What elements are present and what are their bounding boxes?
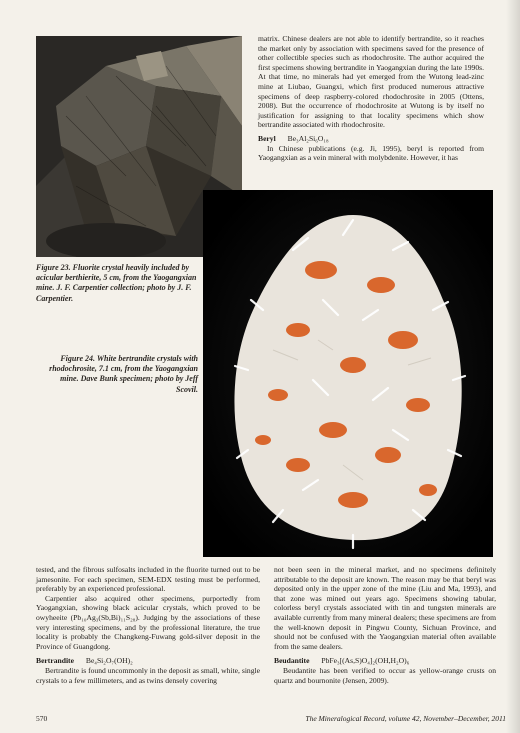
bertrandite-specimen-illustration bbox=[203, 190, 493, 557]
paragraph-owyheeite: Carpentier also acquired other specimens, purportedly from Yaogangxian, showing black acicular crystals, which proved to be owyheeite (Pb₁₀Ag₃(Sb,Bi)₁₁S₂₈). Judging by the associations of these very interesting specimens, and by the professional literature, the true locality is probably the Changkeng-Fuwang gold-silver deposit in the Province of Guangdong. bbox=[36, 593, 260, 651]
bottom-right-column bbox=[274, 565, 496, 685]
bertrandite-heading-line bbox=[36, 656, 260, 666]
beudantite-heading: Beudantite bbox=[274, 656, 310, 666]
figure-23-label: Figure 23. bbox=[36, 263, 71, 272]
figure-23-text: Fluorite crystal heavily included by acicular berthierite, 5 cm, from the Yaogangxian mine. J. F. Carpentier collection; photo by J. F. Carpentier. bbox=[36, 263, 197, 303]
bertrandite-heading: Bertrandite bbox=[36, 656, 74, 666]
beryl-formula: Be₃Al₂Si₆O₁₈ bbox=[287, 133, 329, 143]
paragraph-beryl-intro: In Chinese publications (e.g. Ji, 1995), beryl is reported from Yaogangxian as a vein mineral with molybdenite. However, it has bbox=[258, 143, 484, 163]
paragraph-bertrandite-market: matrix. Chinese dealers are not able to identify bertrandite, so it reaches the market only by association with specimens saved for the presence of other collectible species such as rhodochrosite. The author acquired the first specimens showing bertrandite in Yaogangxian during the late 1990s. At that time, no minerals had yet emerged from the Wutong lead-zinc mine at Liubao, Guangxi, which first produced numerous attractive specimens of deep raspberry-colored rhodochrosite in 2005 (Ottens, 2008). But the occurrence of rhodochrosite at Wutong is by itself no justification for assigning to that locality specimens which show bertrandite associated with rhodochrosite. bbox=[258, 34, 484, 130]
bertrandite-formula: Be₄Si₂O₇(OH)₂ bbox=[85, 656, 133, 666]
figure-23-caption bbox=[36, 263, 206, 304]
paragraph-jamesonite: tested, and the fibrous sulfosalts included in the fluorite turned out to be jamesonite. For each specimen, SEM-EDX testing must be performed, preferably by an experienced professional. bbox=[36, 565, 260, 594]
figure-24-text: White bertrandite crystals with rhodochrosite, 7.1 cm, from the Yaogangxian mine. Dave Bunk specimen; photo by Jeff Scovil. bbox=[49, 354, 198, 394]
paragraph-beryl-market: not been seen in the mineral market, and no specimens definitely attributable to the deposit are known. The reason may be that beryl was deposited only in the upper zone of the mine (Liu and Ma, 1993), and that zone was mined out years ago. Specimens showing tabular, colorless beryl crystals associated with tin and tungsten minerals are available currently from many mineral dealers; these specimens are from the well-known deposit in Pingwu County, Sichuan Province, and should not be confused with the Yaogangxian material often available from the same dealers. bbox=[274, 565, 496, 651]
page-number: 570 bbox=[36, 714, 48, 723]
beudantite-heading-line bbox=[274, 656, 496, 666]
bottom-left-column bbox=[36, 565, 260, 685]
paragraph-bertrandite: Bertrandite is found uncommonly in the deposit as small, white, single crystals to a few millimeters, and as twins densely covering bbox=[36, 665, 260, 685]
bertrandite-specimen-photo bbox=[203, 190, 493, 557]
beudantite-formula: PbFe₃[(As,S)O₄]₂(OH,H₂O)₆ bbox=[321, 656, 410, 666]
top-right-column bbox=[258, 34, 484, 163]
paragraph-beudantite: Beudantite has been verified to occur as yellow-orange crusts on quartz and bournonite (Jensen, 2009). bbox=[274, 665, 496, 685]
figure-24-caption bbox=[40, 354, 198, 395]
page-edge-shadow bbox=[506, 0, 520, 733]
beryl-heading-line bbox=[258, 134, 484, 144]
journal-footer: The Mineralogical Record, volume 42, November–December, 2011 bbox=[305, 714, 506, 723]
figure-24-label: Figure 24. bbox=[60, 354, 96, 363]
beryl-heading: Beryl bbox=[258, 133, 276, 143]
